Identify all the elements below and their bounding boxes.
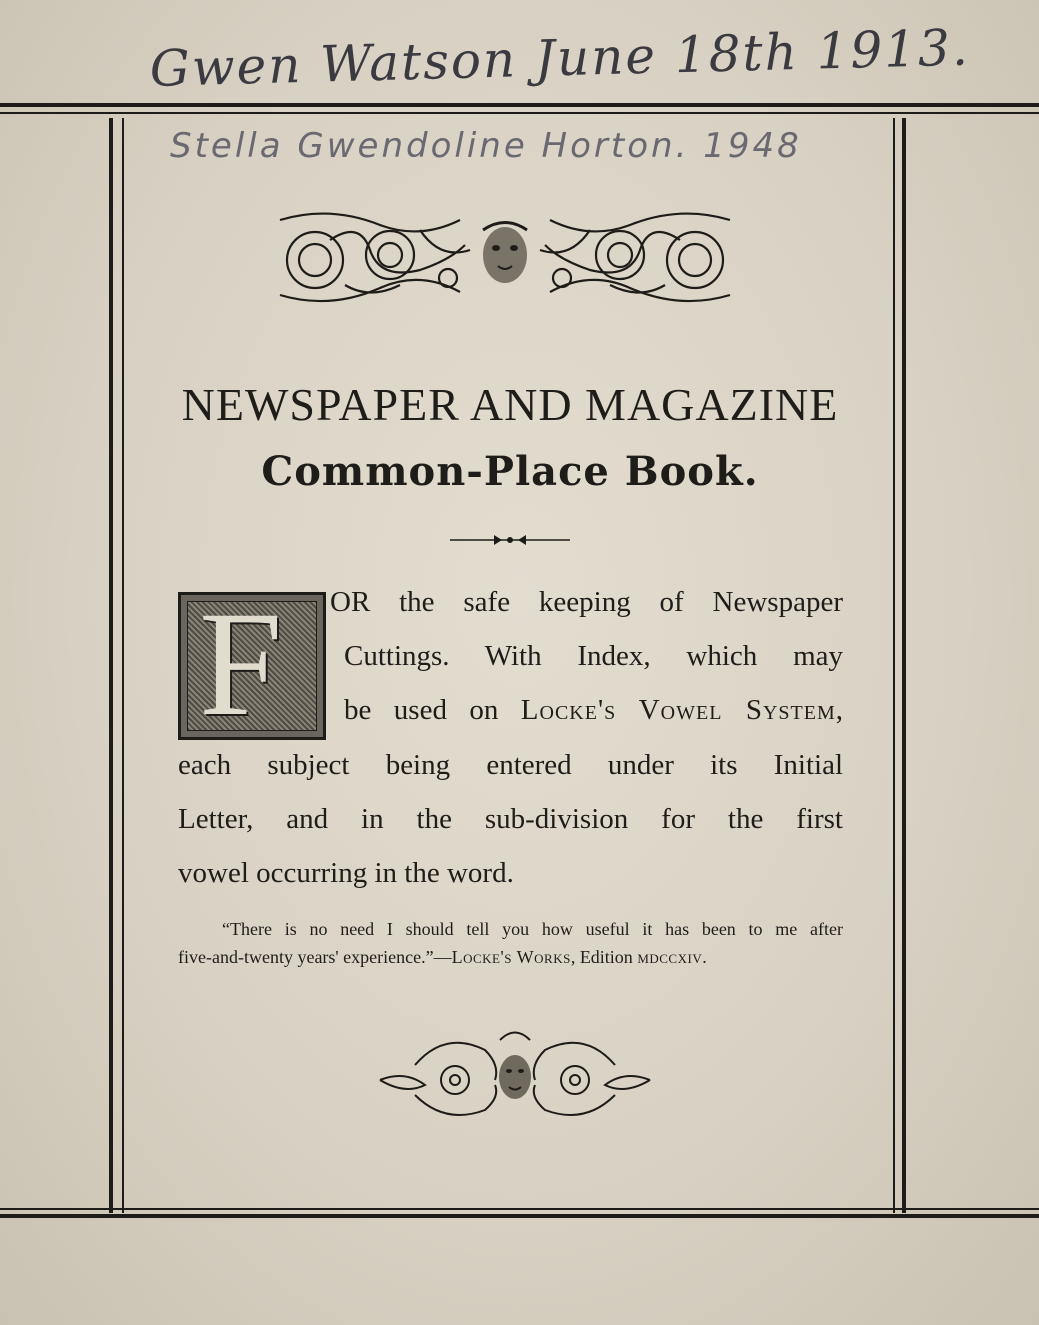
quote-line-2-c: . [702, 947, 707, 967]
body-line-3 [344, 693, 843, 727]
handwritten-inscription-2: Stella Gwendoline Horton. 1948 [170, 126, 802, 166]
body-line-4: each subject being entered under its Initial [178, 749, 843, 781]
body-line-1: OR the safe keeping of Newspaper [330, 586, 843, 618]
quote-line-2-a: five-and-twenty years' experience.”— [178, 947, 452, 967]
quote-line-2 [178, 944, 707, 970]
page-title: NEWSPAPER AND MAGAZINE [181, 379, 839, 430]
bottom-rule-inner [0, 1208, 1039, 1210]
quote-lockes-works: Locke's Works [451, 947, 571, 967]
body-line-2: Cuttings. With Index, which may [344, 640, 843, 672]
right-rule-outer [902, 118, 906, 1213]
quote-line-1: “There is no need I should tell you how useful it has been to me after [222, 919, 843, 939]
quote-line-2-b: , Edition [570, 947, 638, 967]
top-ornament [270, 200, 740, 310]
body-line-6: vowel occurring in the word. [178, 857, 514, 889]
body-line-3-c: , [835, 694, 844, 726]
left-rule-outer [109, 118, 113, 1213]
bottom-ornament [375, 1025, 655, 1130]
right-rule-inner [893, 118, 895, 1213]
dropcap-letter: F [199, 592, 283, 740]
body-line-3-b [616, 694, 638, 726]
divider-ornament [450, 530, 570, 550]
body-line-5: Letter, and in the sub-division for the first [178, 803, 843, 835]
bottom-rule-outer [0, 1214, 1039, 1218]
body-vowel-system: Vowel System [638, 694, 836, 726]
handwritten-inscription-1: Gwen Watson June 18th 1913. [149, 18, 971, 98]
left-rule-inner [122, 118, 124, 1213]
quote-edition: mdccxiv [637, 947, 703, 967]
page-subtitle: Common-Place Book. [261, 448, 759, 495]
body-line-3-a: be used on [344, 694, 521, 726]
dropcap-illustration [178, 592, 326, 740]
body-locke: Locke's [520, 694, 617, 726]
